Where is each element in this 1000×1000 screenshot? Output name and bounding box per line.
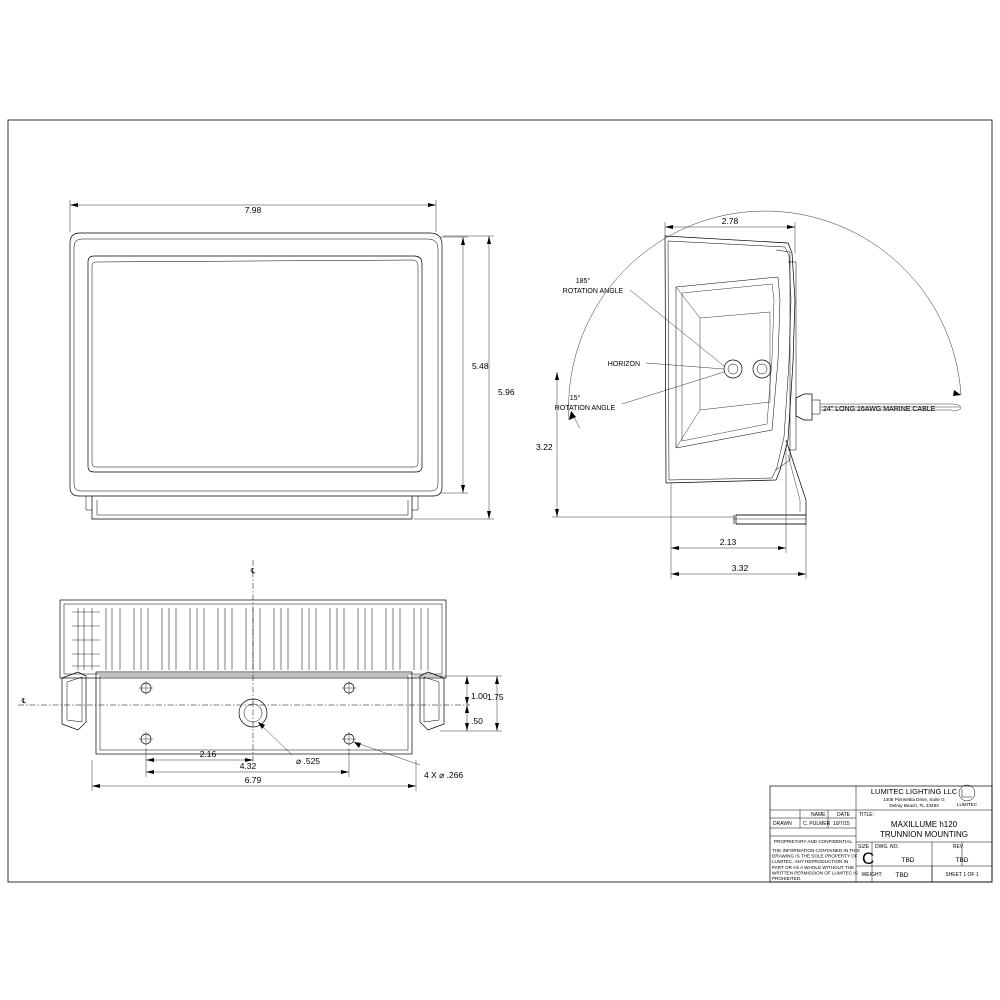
annot-4x-dia-266: 4 X ⌀ .266 [424, 770, 464, 780]
side-view [536, 211, 961, 579]
dim-side-213: 2.13 [719, 537, 737, 547]
dim-side-332: 3.32 [731, 563, 749, 573]
company-address-2: Delray Beach, FL 33483 [889, 803, 939, 808]
lumitec-logo-icon [957, 785, 978, 807]
title-label: TITLE: [859, 812, 875, 818]
company-name: LUMITEC LIGHTING LLC [870, 787, 958, 796]
weight-label: WEIGHT: [861, 872, 883, 878]
dim-top-432: 4.32 [239, 761, 257, 771]
svg-text:LUMITEC: LUMITEC [956, 802, 978, 807]
drawing-title-line1: MAXILLUME h120 [890, 820, 958, 829]
annot-15-deg: 15° [569, 395, 581, 402]
top-view [18, 560, 504, 791]
annot-dia-525: ⌀ .525 [296, 756, 321, 766]
annot-horizon: HORIZON [607, 361, 640, 368]
dwg-no-value: TBD [901, 857, 915, 864]
dim-front-width: 7.98 [244, 205, 262, 215]
dim-side-278: 2.78 [721, 216, 739, 226]
sheet-value: SHEET 1 OF 1 [945, 872, 979, 878]
dim-front-height-596: 5.96 [498, 387, 515, 397]
drawn-date-value: 10/7/15 [833, 821, 850, 827]
centerline-symbol-vertical: ℄ [250, 568, 256, 575]
name-header: NAME [811, 812, 826, 818]
drawn-label: DRAWN [773, 821, 792, 827]
dim-top-100: .50 [471, 716, 483, 726]
proprietary-heading: PROPRIETARY AND CONFIDENTIAL [773, 839, 853, 844]
annot-185-deg: 185° [575, 278, 591, 285]
dim-side-322: 3.22 [536, 442, 553, 452]
weight-value: TBD [895, 872, 909, 879]
date-header: DATE [837, 812, 850, 818]
rev-value: TBD [955, 857, 969, 864]
rev-label: REV [952, 844, 964, 850]
drawing-title-line2: TRUNNION MOUNTING [880, 830, 968, 839]
dim-top-679: 6.79 [244, 775, 262, 785]
annot-cable: 24" LONG 16AWG MARINE CABLE [823, 406, 936, 413]
dwg-no-label: DWG. NO. [875, 844, 899, 850]
annot-15-deg-sub: ROTATION ANGLE [554, 405, 616, 412]
dim-top-050: 1.00 [471, 691, 488, 701]
centerline-symbol-horizontal: ℄ [21, 698, 27, 705]
title-block [770, 785, 992, 882]
size-label: SIZE [858, 844, 870, 850]
size-value: C [862, 849, 875, 868]
drawn-by-value: C. PULMER [803, 821, 831, 827]
proprietary-body: THE INFORMATION CONTAINED IN THIS DRAWING IS THE SOLE PROPERTY OF LUMITEC. ANY REPRODUCTION IN PART OR AS A WHOLE WITHOUT THE WRITTEN PERMISSION OF LUMITEC IS PROHIBITED. [772, 848, 860, 881]
dim-top-175: 1.75 [487, 692, 504, 702]
dim-top-216: 2.16 [199, 749, 217, 759]
annot-185-deg-sub: ROTATION ANGLE [562, 288, 624, 295]
dim-front-height-548: 5.48 [472, 361, 489, 371]
front-view [70, 200, 515, 519]
sheet-border [8, 120, 992, 882]
company-address-1: 1408 Poinsettia Drive, Suite G [883, 797, 945, 802]
